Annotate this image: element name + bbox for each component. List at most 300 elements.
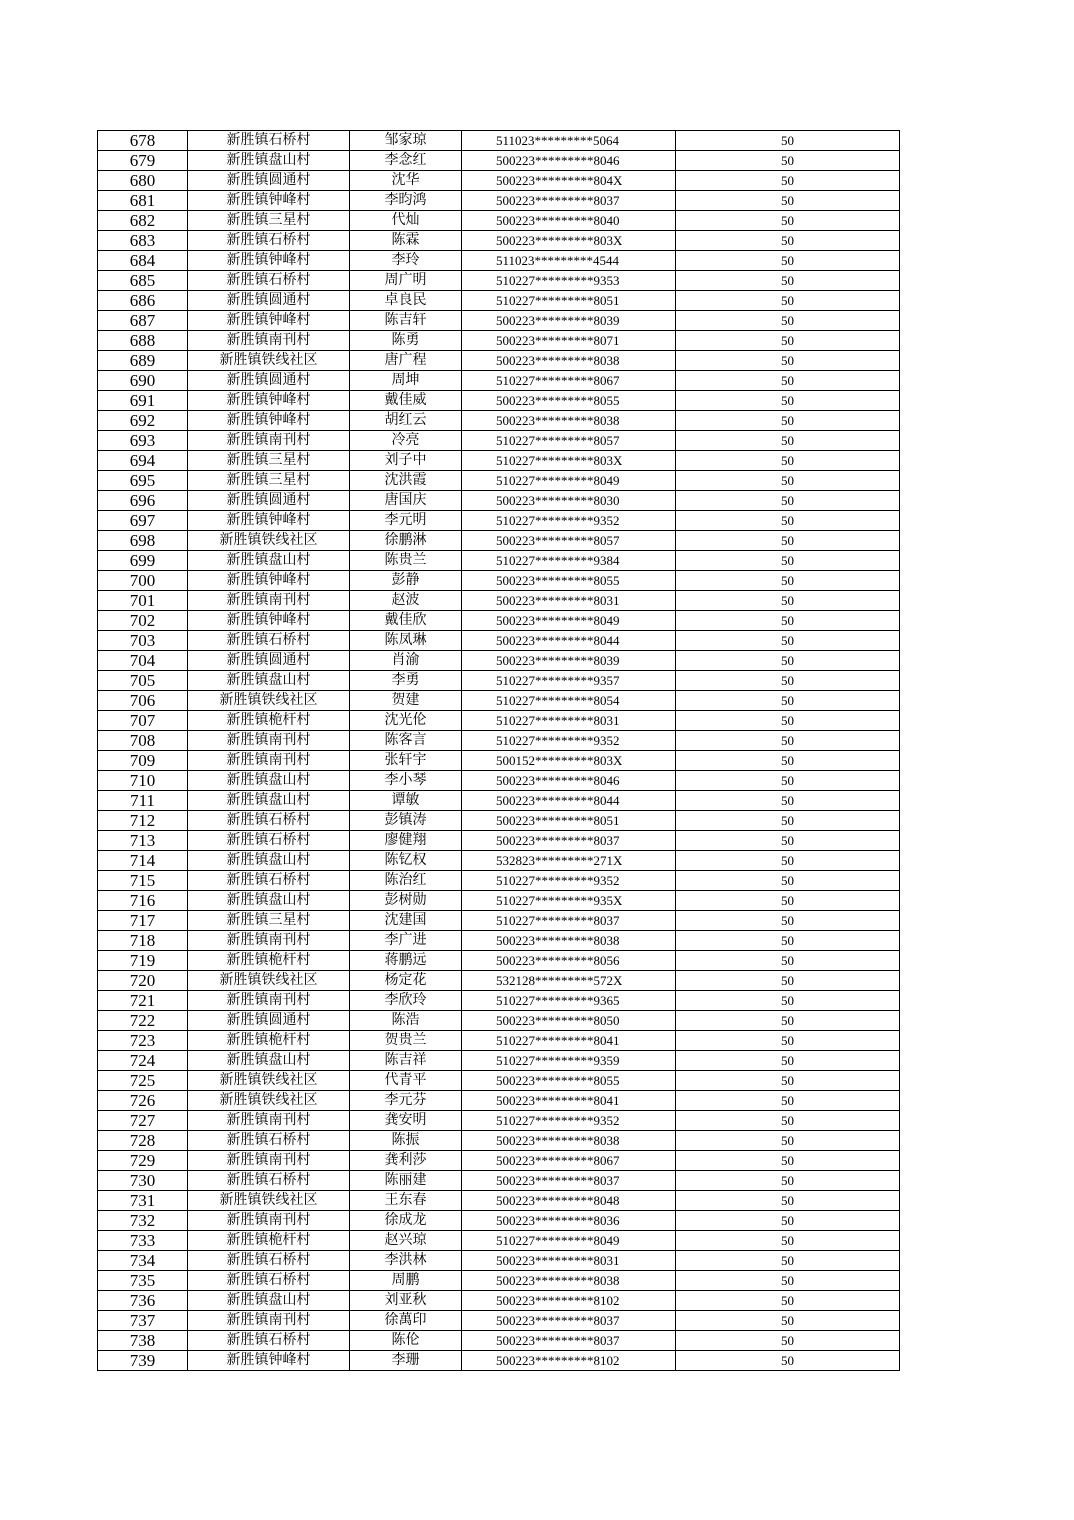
- row-number-cell: 691: [98, 391, 188, 411]
- row-number-cell: 711: [98, 791, 188, 811]
- row-number-cell: 735: [98, 1271, 188, 1291]
- person-name-cell: 周广明: [350, 271, 462, 291]
- location-cell: 新胜镇铁线社区: [188, 1191, 350, 1211]
- amount-cell: 50: [676, 151, 900, 171]
- person-name-cell: 陈吉轩: [350, 311, 462, 331]
- location-cell: 新胜镇圆通村: [188, 1011, 350, 1031]
- location-cell: 新胜镇盘山村: [188, 151, 350, 171]
- table-row: [98, 1171, 900, 1191]
- row-number-cell: 679: [98, 151, 188, 171]
- amount-cell: 50: [676, 351, 900, 371]
- person-name-cell: 陈丽建: [350, 1171, 462, 1191]
- id-number-cell: 500223*********804X: [462, 171, 676, 191]
- location-cell: 新胜镇铁线社区: [188, 351, 350, 371]
- row-number-cell: 708: [98, 731, 188, 751]
- id-number-cell: 500223*********8044: [462, 791, 676, 811]
- location-cell: 新胜镇钟峰村: [188, 411, 350, 431]
- person-name-cell: 徐成龙: [350, 1211, 462, 1231]
- id-number-cell: 532128*********572X: [462, 971, 676, 991]
- table-row: [98, 131, 900, 151]
- table-row: [98, 1251, 900, 1271]
- row-number-cell: 683: [98, 231, 188, 251]
- location-cell: 新胜镇盘山村: [188, 1291, 350, 1311]
- row-number-cell: 731: [98, 1191, 188, 1211]
- location-cell: 新胜镇盘山村: [188, 791, 350, 811]
- id-number-cell: 500223*********8102: [462, 1351, 676, 1371]
- table-row: [98, 1071, 900, 1091]
- id-number-cell: 500223*********8037: [462, 191, 676, 211]
- row-number-cell: 736: [98, 1291, 188, 1311]
- table-row: [98, 631, 900, 651]
- amount-cell: 50: [676, 1131, 900, 1151]
- table-row: [98, 731, 900, 751]
- row-number-cell: 689: [98, 351, 188, 371]
- amount-cell: 50: [676, 631, 900, 651]
- id-number-cell: 500223*********8055: [462, 391, 676, 411]
- row-number-cell: 720: [98, 971, 188, 991]
- table-row: [98, 191, 900, 211]
- person-name-cell: 陈振: [350, 1131, 462, 1151]
- table-row: [98, 691, 900, 711]
- person-name-cell: 唐广程: [350, 351, 462, 371]
- amount-cell: 50: [676, 551, 900, 571]
- person-name-cell: 廖健翔: [350, 831, 462, 851]
- amount-cell: 50: [676, 331, 900, 351]
- row-number-cell: 713: [98, 831, 188, 851]
- id-number-cell: 500223*********8038: [462, 1271, 676, 1291]
- table-row: [98, 311, 900, 331]
- row-number-cell: 728: [98, 1131, 188, 1151]
- id-number-cell: 500223*********8038: [462, 1131, 676, 1151]
- location-cell: 新胜镇南刊村: [188, 991, 350, 1011]
- location-cell: 新胜镇桅杆村: [188, 711, 350, 731]
- location-cell: 新胜镇圆通村: [188, 491, 350, 511]
- person-name-cell: 龚利莎: [350, 1151, 462, 1171]
- table-row: [98, 1271, 900, 1291]
- row-number-cell: 739: [98, 1351, 188, 1371]
- table-row: [98, 1211, 900, 1231]
- table-row: [98, 1011, 900, 1031]
- id-number-cell: 510227*********8037: [462, 911, 676, 931]
- row-number-cell: 730: [98, 1171, 188, 1191]
- id-number-cell: 510227*********9357: [462, 671, 676, 691]
- location-cell: 新胜镇钟峰村: [188, 511, 350, 531]
- row-number-cell: 703: [98, 631, 188, 651]
- person-name-cell: 龚安明: [350, 1111, 462, 1131]
- location-cell: 新胜镇石桥村: [188, 811, 350, 831]
- amount-cell: 50: [676, 1151, 900, 1171]
- location-cell: 新胜镇南刊村: [188, 1111, 350, 1131]
- location-cell: 新胜镇钟峰村: [188, 611, 350, 631]
- location-cell: 新胜镇石桥村: [188, 231, 350, 251]
- location-cell: 新胜镇石桥村: [188, 631, 350, 651]
- location-cell: 新胜镇盘山村: [188, 1051, 350, 1071]
- amount-cell: 50: [676, 491, 900, 511]
- table-row: [98, 811, 900, 831]
- table-row: [98, 711, 900, 731]
- id-number-cell: 500223*********8036: [462, 1211, 676, 1231]
- table-row: [98, 611, 900, 631]
- table-row: [98, 851, 900, 871]
- row-number-cell: 733: [98, 1231, 188, 1251]
- amount-cell: 50: [676, 691, 900, 711]
- table-body: [98, 131, 900, 1371]
- person-name-cell: 彭树勋: [350, 891, 462, 911]
- row-number-cell: 696: [98, 491, 188, 511]
- table-row: [98, 1051, 900, 1071]
- id-number-cell: 510227*********935X: [462, 891, 676, 911]
- location-cell: 新胜镇铁线社区: [188, 1091, 350, 1111]
- id-number-cell: 500223*********8067: [462, 1151, 676, 1171]
- amount-cell: 50: [676, 1211, 900, 1231]
- person-name-cell: 陈客言: [350, 731, 462, 751]
- location-cell: 新胜镇铁线社区: [188, 1071, 350, 1091]
- amount-cell: 50: [676, 1071, 900, 1091]
- location-cell: 新胜镇铁线社区: [188, 531, 350, 551]
- table-row: [98, 1111, 900, 1131]
- id-number-cell: 500223*********8031: [462, 591, 676, 611]
- table-row: [98, 1291, 900, 1311]
- row-number-cell: 714: [98, 851, 188, 871]
- table-row: [98, 891, 900, 911]
- amount-cell: 50: [676, 1331, 900, 1351]
- amount-cell: 50: [676, 811, 900, 831]
- id-number-cell: 510227*********9352: [462, 731, 676, 751]
- id-number-cell: 510227*********8041: [462, 1031, 676, 1051]
- person-name-cell: 邹家琼: [350, 131, 462, 151]
- table-row: [98, 1311, 900, 1331]
- amount-cell: 50: [676, 891, 900, 911]
- table-row: [98, 431, 900, 451]
- row-number-cell: 699: [98, 551, 188, 571]
- location-cell: 新胜镇石桥村: [188, 131, 350, 151]
- amount-cell: 50: [676, 231, 900, 251]
- data-table: [97, 130, 900, 1371]
- row-number-cell: 680: [98, 171, 188, 191]
- id-number-cell: 500223*********8037: [462, 831, 676, 851]
- id-number-cell: 510227*********9352: [462, 1111, 676, 1131]
- row-number-cell: 725: [98, 1071, 188, 1091]
- table-row: [98, 231, 900, 251]
- location-cell: 新胜镇桅杆村: [188, 1031, 350, 1051]
- location-cell: 新胜镇石桥村: [188, 831, 350, 851]
- row-number-cell: 710: [98, 771, 188, 791]
- row-number-cell: 684: [98, 251, 188, 271]
- amount-cell: 50: [676, 511, 900, 531]
- person-name-cell: 戴佳威: [350, 391, 462, 411]
- person-name-cell: 赵波: [350, 591, 462, 611]
- location-cell: 新胜镇盘山村: [188, 891, 350, 911]
- id-number-cell: 500223*********8037: [462, 1171, 676, 1191]
- id-number-cell: 500223*********8031: [462, 1251, 676, 1271]
- location-cell: 新胜镇石桥村: [188, 1271, 350, 1291]
- person-name-cell: 贺建: [350, 691, 462, 711]
- table-row: [98, 1191, 900, 1211]
- amount-cell: 50: [676, 1251, 900, 1271]
- amount-cell: 50: [676, 1351, 900, 1371]
- row-number-cell: 734: [98, 1251, 188, 1271]
- amount-cell: 50: [676, 831, 900, 851]
- id-number-cell: 510227*********8067: [462, 371, 676, 391]
- amount-cell: 50: [676, 1191, 900, 1211]
- table-row: [98, 1151, 900, 1171]
- location-cell: 新胜镇南刊村: [188, 931, 350, 951]
- id-number-cell: 500223*********8038: [462, 351, 676, 371]
- location-cell: 新胜镇圆通村: [188, 371, 350, 391]
- person-name-cell: 李元明: [350, 511, 462, 531]
- id-number-cell: 510227*********8031: [462, 711, 676, 731]
- id-number-cell: 500223*********8038: [462, 411, 676, 431]
- id-number-cell: 500223*********8055: [462, 1071, 676, 1091]
- table-row: [98, 331, 900, 351]
- table-row: [98, 651, 900, 671]
- id-number-cell: 510227*********9353: [462, 271, 676, 291]
- id-number-cell: 500223*********8039: [462, 311, 676, 331]
- id-number-cell: 500223*********8051: [462, 811, 676, 831]
- id-number-cell: 510227*********803X: [462, 451, 676, 471]
- id-number-cell: 532823*********271X: [462, 851, 676, 871]
- person-name-cell: 冷亮: [350, 431, 462, 451]
- location-cell: 新胜镇盘山村: [188, 851, 350, 871]
- location-cell: 新胜镇南刊村: [188, 751, 350, 771]
- table-row: [98, 531, 900, 551]
- table-row: [98, 791, 900, 811]
- location-cell: 新胜镇钟峰村: [188, 571, 350, 591]
- person-name-cell: 陈浩: [350, 1011, 462, 1031]
- id-number-cell: 500223*********8046: [462, 771, 676, 791]
- table-row: [98, 491, 900, 511]
- person-name-cell: 李小琴: [350, 771, 462, 791]
- table-row: [98, 271, 900, 291]
- id-number-cell: 510227*********8054: [462, 691, 676, 711]
- person-name-cell: 刘亚秋: [350, 1291, 462, 1311]
- location-cell: 新胜镇三星村: [188, 471, 350, 491]
- row-number-cell: 715: [98, 871, 188, 891]
- row-number-cell: 704: [98, 651, 188, 671]
- person-name-cell: 肖渝: [350, 651, 462, 671]
- row-number-cell: 723: [98, 1031, 188, 1051]
- table-row: [98, 291, 900, 311]
- location-cell: 新胜镇钟峰村: [188, 191, 350, 211]
- location-cell: 新胜镇石桥村: [188, 1331, 350, 1351]
- table-row: [98, 371, 900, 391]
- location-cell: 新胜镇钟峰村: [188, 391, 350, 411]
- location-cell: 新胜镇三星村: [188, 451, 350, 471]
- id-number-cell: 500223*********8049: [462, 611, 676, 631]
- row-number-cell: 705: [98, 671, 188, 691]
- person-name-cell: 徐萬印: [350, 1311, 462, 1331]
- table-row: [98, 1231, 900, 1251]
- table-row: [98, 751, 900, 771]
- person-name-cell: 李欣玲: [350, 991, 462, 1011]
- id-number-cell: 511023*********4544: [462, 251, 676, 271]
- amount-cell: 50: [676, 751, 900, 771]
- location-cell: 新胜镇南刊村: [188, 591, 350, 611]
- location-cell: 新胜镇南刊村: [188, 1211, 350, 1231]
- id-number-cell: 500223*********8040: [462, 211, 676, 231]
- person-name-cell: 李洪林: [350, 1251, 462, 1271]
- location-cell: 新胜镇三星村: [188, 211, 350, 231]
- person-name-cell: 蒋鹏远: [350, 951, 462, 971]
- location-cell: 新胜镇南刊村: [188, 731, 350, 751]
- table-row: [98, 251, 900, 271]
- row-number-cell: 722: [98, 1011, 188, 1031]
- table-row: [98, 971, 900, 991]
- table-row: [98, 1331, 900, 1351]
- amount-cell: 50: [676, 1011, 900, 1031]
- person-name-cell: 沈建国: [350, 911, 462, 931]
- amount-cell: 50: [676, 531, 900, 551]
- amount-cell: 50: [676, 271, 900, 291]
- row-number-cell: 681: [98, 191, 188, 211]
- amount-cell: 50: [676, 911, 900, 931]
- amount-cell: 50: [676, 1271, 900, 1291]
- id-number-cell: 511023*********5064: [462, 131, 676, 151]
- table-row: [98, 831, 900, 851]
- location-cell: 新胜镇南刊村: [188, 1311, 350, 1331]
- amount-cell: 50: [676, 391, 900, 411]
- row-number-cell: 686: [98, 291, 188, 311]
- location-cell: 新胜镇南刊村: [188, 431, 350, 451]
- row-number-cell: 707: [98, 711, 188, 731]
- row-number-cell: 694: [98, 451, 188, 471]
- row-number-cell: 737: [98, 1311, 188, 1331]
- location-cell: 新胜镇石桥村: [188, 271, 350, 291]
- person-name-cell: 张轩宇: [350, 751, 462, 771]
- amount-cell: 50: [676, 471, 900, 491]
- id-number-cell: 500223*********8055: [462, 571, 676, 591]
- amount-cell: 50: [676, 991, 900, 1011]
- location-cell: 新胜镇南刊村: [188, 1151, 350, 1171]
- id-number-cell: 500223*********8039: [462, 651, 676, 671]
- row-number-cell: 693: [98, 431, 188, 451]
- amount-cell: 50: [676, 1031, 900, 1051]
- amount-cell: 50: [676, 771, 900, 791]
- location-cell: 新胜镇石桥村: [188, 1251, 350, 1271]
- row-number-cell: 726: [98, 1091, 188, 1111]
- table-row: [98, 911, 900, 931]
- id-number-cell: 500223*********8056: [462, 951, 676, 971]
- row-number-cell: 701: [98, 591, 188, 611]
- table-row: [98, 931, 900, 951]
- location-cell: 新胜镇南刊村: [188, 331, 350, 351]
- amount-cell: 50: [676, 1231, 900, 1251]
- row-number-cell: 695: [98, 471, 188, 491]
- person-name-cell: 李元芬: [350, 1091, 462, 1111]
- table-row: [98, 571, 900, 591]
- table-row: [98, 1031, 900, 1051]
- id-number-cell: 510227*********8051: [462, 291, 676, 311]
- amount-cell: 50: [676, 311, 900, 331]
- amount-cell: 50: [676, 971, 900, 991]
- table-row: [98, 1351, 900, 1371]
- row-number-cell: 712: [98, 811, 188, 831]
- location-cell: 新胜镇三星村: [188, 911, 350, 931]
- location-cell: 新胜镇铁线社区: [188, 691, 350, 711]
- id-number-cell: 500223*********8038: [462, 931, 676, 951]
- row-number-cell: 678: [98, 131, 188, 151]
- person-name-cell: 贺贵兰: [350, 1031, 462, 1051]
- row-number-cell: 729: [98, 1151, 188, 1171]
- person-name-cell: 沈光伦: [350, 711, 462, 731]
- location-cell: 新胜镇石桥村: [188, 1131, 350, 1151]
- location-cell: 新胜镇钟峰村: [188, 1351, 350, 1371]
- amount-cell: 50: [676, 591, 900, 611]
- amount-cell: 50: [676, 251, 900, 271]
- person-name-cell: 李勇: [350, 671, 462, 691]
- person-name-cell: 徐鹏淋: [350, 531, 462, 551]
- amount-cell: 50: [676, 571, 900, 591]
- location-cell: 新胜镇圆通村: [188, 651, 350, 671]
- person-name-cell: 陈凤琳: [350, 631, 462, 651]
- table-row: [98, 351, 900, 371]
- amount-cell: 50: [676, 291, 900, 311]
- amount-cell: 50: [676, 951, 900, 971]
- id-number-cell: 500223*********8037: [462, 1311, 676, 1331]
- table-row: [98, 771, 900, 791]
- row-number-cell: 721: [98, 991, 188, 1011]
- row-number-cell: 724: [98, 1051, 188, 1071]
- row-number-cell: 727: [98, 1111, 188, 1131]
- row-number-cell: 697: [98, 511, 188, 531]
- amount-cell: 50: [676, 671, 900, 691]
- id-number-cell: 510227*********8049: [462, 471, 676, 491]
- row-number-cell: 709: [98, 751, 188, 771]
- person-name-cell: 卓良民: [350, 291, 462, 311]
- amount-cell: 50: [676, 1311, 900, 1331]
- person-name-cell: 彭静: [350, 571, 462, 591]
- id-number-cell: 510227*********8057: [462, 431, 676, 451]
- amount-cell: 50: [676, 371, 900, 391]
- row-number-cell: 732: [98, 1211, 188, 1231]
- amount-cell: 50: [676, 1111, 900, 1131]
- person-name-cell: 李念红: [350, 151, 462, 171]
- amount-cell: 50: [676, 871, 900, 891]
- location-cell: 新胜镇钟峰村: [188, 311, 350, 331]
- id-number-cell: 500223*********8041: [462, 1091, 676, 1111]
- table-row: [98, 391, 900, 411]
- row-number-cell: 706: [98, 691, 188, 711]
- row-number-cell: 687: [98, 311, 188, 331]
- id-number-cell: 500223*********8044: [462, 631, 676, 651]
- row-number-cell: 688: [98, 331, 188, 351]
- person-name-cell: 陈贵兰: [350, 551, 462, 571]
- id-number-cell: 500223*********8048: [462, 1191, 676, 1211]
- amount-cell: 50: [676, 1091, 900, 1111]
- id-number-cell: 510227*********9352: [462, 871, 676, 891]
- person-name-cell: 王东春: [350, 1191, 462, 1211]
- location-cell: 新胜镇圆通村: [188, 291, 350, 311]
- amount-cell: 50: [676, 431, 900, 451]
- location-cell: 新胜镇石桥村: [188, 1171, 350, 1191]
- row-number-cell: 685: [98, 271, 188, 291]
- table-row: [98, 171, 900, 191]
- location-cell: 新胜镇盘山村: [188, 671, 350, 691]
- person-name-cell: 唐国庆: [350, 491, 462, 511]
- amount-cell: 50: [676, 851, 900, 871]
- amount-cell: 50: [676, 791, 900, 811]
- location-cell: 新胜镇桅杆村: [188, 1231, 350, 1251]
- row-number-cell: 716: [98, 891, 188, 911]
- table-row: [98, 511, 900, 531]
- row-number-cell: 718: [98, 931, 188, 951]
- table-row: [98, 951, 900, 971]
- amount-cell: 50: [676, 1171, 900, 1191]
- row-number-cell: 690: [98, 371, 188, 391]
- location-cell: 新胜镇盘山村: [188, 771, 350, 791]
- person-name-cell: 陈勇: [350, 331, 462, 351]
- id-number-cell: 500223*********8046: [462, 151, 676, 171]
